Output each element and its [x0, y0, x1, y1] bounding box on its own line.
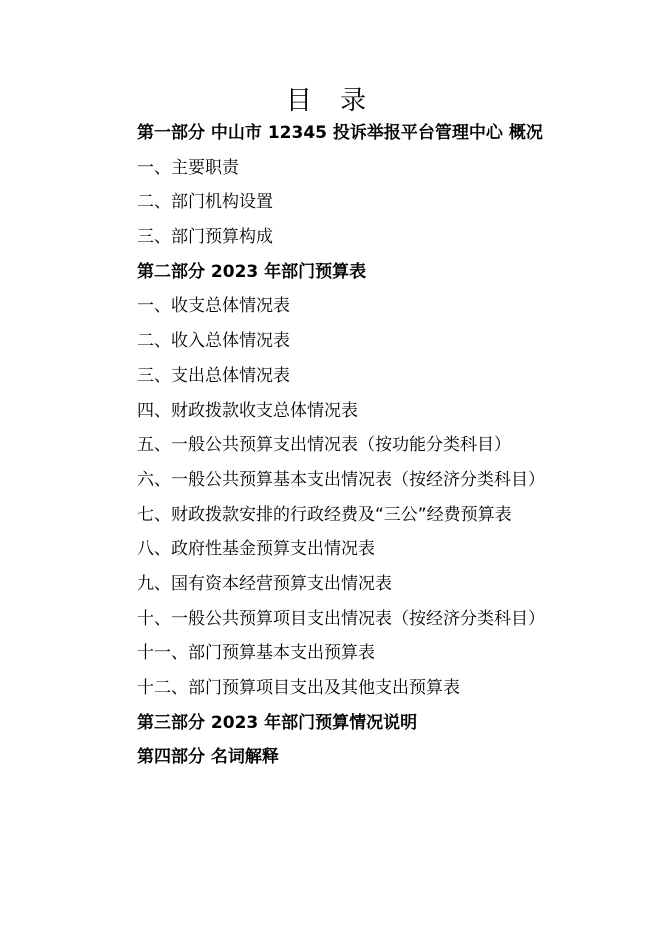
toc-item: 一、收支总体情况表 — [137, 296, 290, 317]
toc-part-heading: 第一部分 中山市 12345 投诉举报平台管理中心 概况 — [137, 123, 543, 143]
toc-part-heading: 第二部分 2023 年部门预算表 — [137, 261, 367, 282]
toc-item: 十、一般公共预算项目支出情况表（按经济分类科目） — [137, 608, 545, 629]
toc-item: 二、部门机构设置 — [137, 192, 273, 213]
toc-list — [137, 118, 647, 777]
toc-part-heading: 第三部分 2023 年部门预算情况说明 — [137, 712, 418, 733]
toc-part-heading: 第四部分 名词解释 — [137, 747, 279, 768]
toc-item: 三、支出总体情况表 — [137, 365, 290, 386]
toc-item: 八、政府性基金预算支出情况表 — [137, 539, 375, 560]
toc-item: 三、部门预算构成 — [137, 227, 273, 248]
toc-title: 目 录 — [285, 86, 377, 116]
toc-item: 二、收入总体情况表 — [137, 331, 290, 352]
toc-item: 一、主要职责 — [137, 157, 239, 178]
toc-item: 四、财政拨款收支总体情况表 — [137, 400, 358, 421]
toc-item: 五、一般公共预算支出情况表（按功能分类科目） — [137, 435, 511, 456]
toc-item: 九、国有资本经营预算支出情况表 — [137, 573, 392, 594]
toc-item: 七、财政拨款安排的行政经费及“三公”经费预算表 — [137, 504, 512, 525]
toc-item: 六、一般公共预算基本支出情况表（按经济分类科目） — [137, 469, 545, 490]
toc-item: 十二、部门预算项目支出及其他支出预算表 — [137, 678, 460, 698]
toc-item: 十一、部门预算基本支出预算表 — [137, 643, 375, 664]
